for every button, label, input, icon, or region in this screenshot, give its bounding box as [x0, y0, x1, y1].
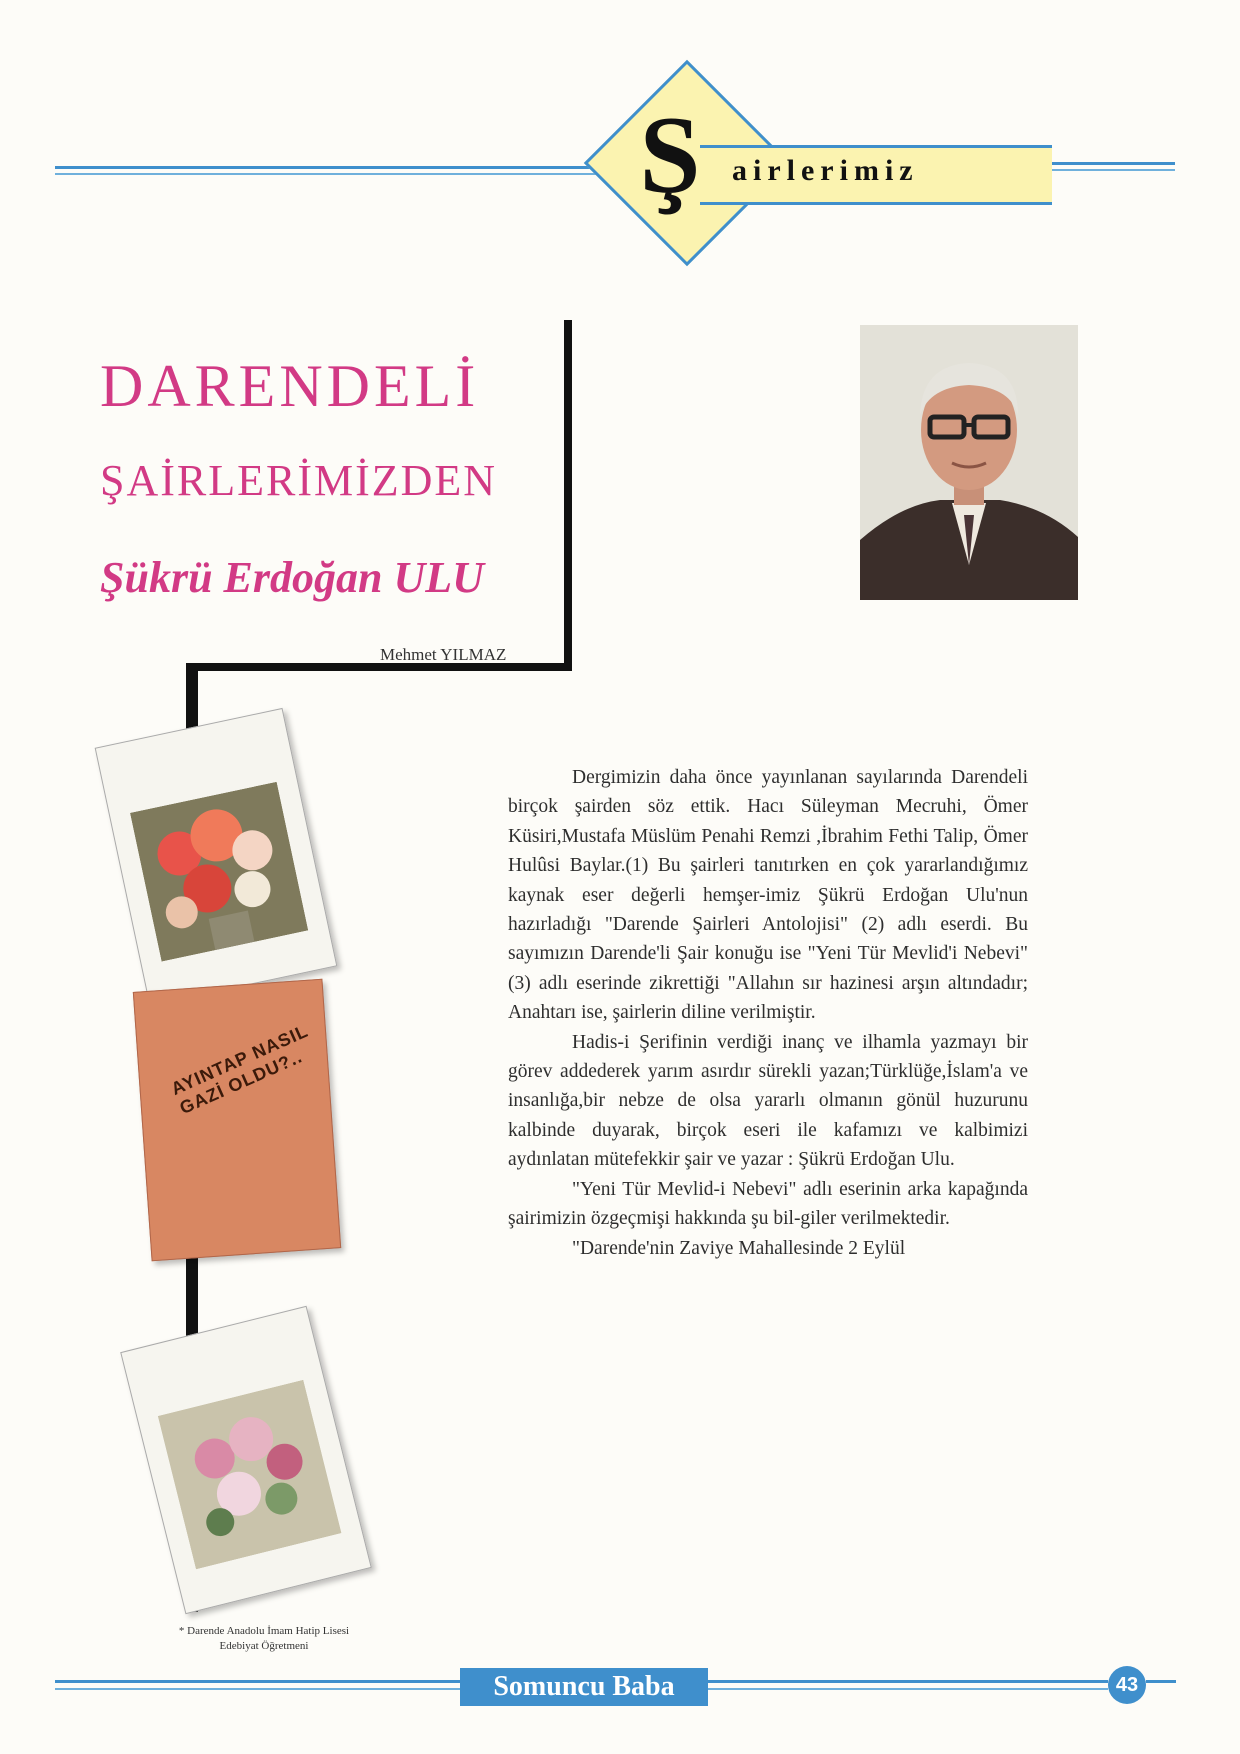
footer-rule-left	[55, 1680, 460, 1683]
footnote	[104, 1624, 424, 1654]
poet-portrait	[860, 325, 1078, 600]
body-paragraph-1: Dergimizin daha önce yayınlanan sayılarında Darendeli birçok şairden söz ettik. Hacı Süleyman Mecruhi, Ömer Küsiri,Mustafa Müslüm Penahi Remzi ,İbrahim Fethi Talip, Ömer Hulûsi Baylar.(1) Bu şairleri tanıtırken en çok yararlandığımız kaynak eser değerli hemşer-imiz Şükrü Erdoğan Ulu'nun hazırladığı "Darende Şairleri Antolojisi" (2) adlı eserdi. Bu sayımızın Darende'li Şair konuğu ise "Yeni Tür Mevlid'i Nebevi" (3) adlı eserinde zikrettiği "Allahın sır hazinesi arşın altındadır; Anahtarı ise, şairlerin diline verilmiştir.	[508, 767, 1028, 1024]
header-rule-right-thin	[1050, 169, 1175, 171]
article-title-poet: Şükrü Erdoğan ULU	[100, 553, 484, 602]
flower-illustration-1	[130, 782, 308, 962]
body-paragraph-3: "Yeni Tür Mevlid-i Nebevi" adlı eserinin arka kapağında şairimizin özgeçmişi hakkında şu bil-giler verilmektedir.	[508, 1178, 1028, 1230]
header-rule-left-thin	[55, 173, 635, 175]
header-rule-right	[1050, 162, 1175, 165]
footer-rule-right	[708, 1680, 1108, 1683]
body-paragraph-2: Hadis-i Şerifinin verdiği inanç ve ilhamla yazmayı bir görev addederek yarım asırdır sürekli yazan;Türklüğe,İslam'a ve insanlığa,bir nebze de olsa yararlı olmanın gönül huzurunu kalbinde duyarak, birçok eseri ile kafamızı ve kalbimizi aydınlatan mütefekkir şair ve yazar : Şükrü Erdoğan Ulu.	[508, 1031, 1028, 1171]
page-number: 43	[1108, 1666, 1146, 1704]
article-title-line2: ŞAİRLERİMİZDEN	[100, 456, 498, 505]
footnote-line2: Edebiyat Öğretmeni	[219, 1640, 309, 1652]
book-cover-2	[133, 979, 341, 1262]
flower-illustration-3	[158, 1380, 342, 1570]
author-name: Mehmet YILMAZ	[380, 645, 507, 664]
footnote-line1: * Darende Anadolu İmam Hatip Lisesi	[178, 1625, 350, 1637]
article-title-line1: DARENDELİ	[100, 353, 480, 419]
book-cover-1	[95, 708, 338, 1006]
book-cover-2-title: AYINTAP NASIL GAZİ OLDU?..	[168, 1020, 311, 1119]
section-initial: Ş	[639, 94, 701, 216]
article-body	[508, 763, 1028, 1263]
footer-rule-end	[1146, 1680, 1176, 1683]
section-title: airlerimiz	[732, 154, 919, 187]
footer-rule-left-thin	[55, 1688, 460, 1690]
magazine-name: Somuncu Baba	[460, 1668, 708, 1706]
header-rule-left	[55, 166, 635, 169]
book-cover-3	[120, 1306, 372, 1614]
body-paragraph-4: "Darende'nin Zaviye Mahallesinde 2 Eylül	[572, 1237, 906, 1259]
footer-rule-right-thin	[708, 1688, 1108, 1690]
portrait-illustration	[860, 325, 1078, 600]
